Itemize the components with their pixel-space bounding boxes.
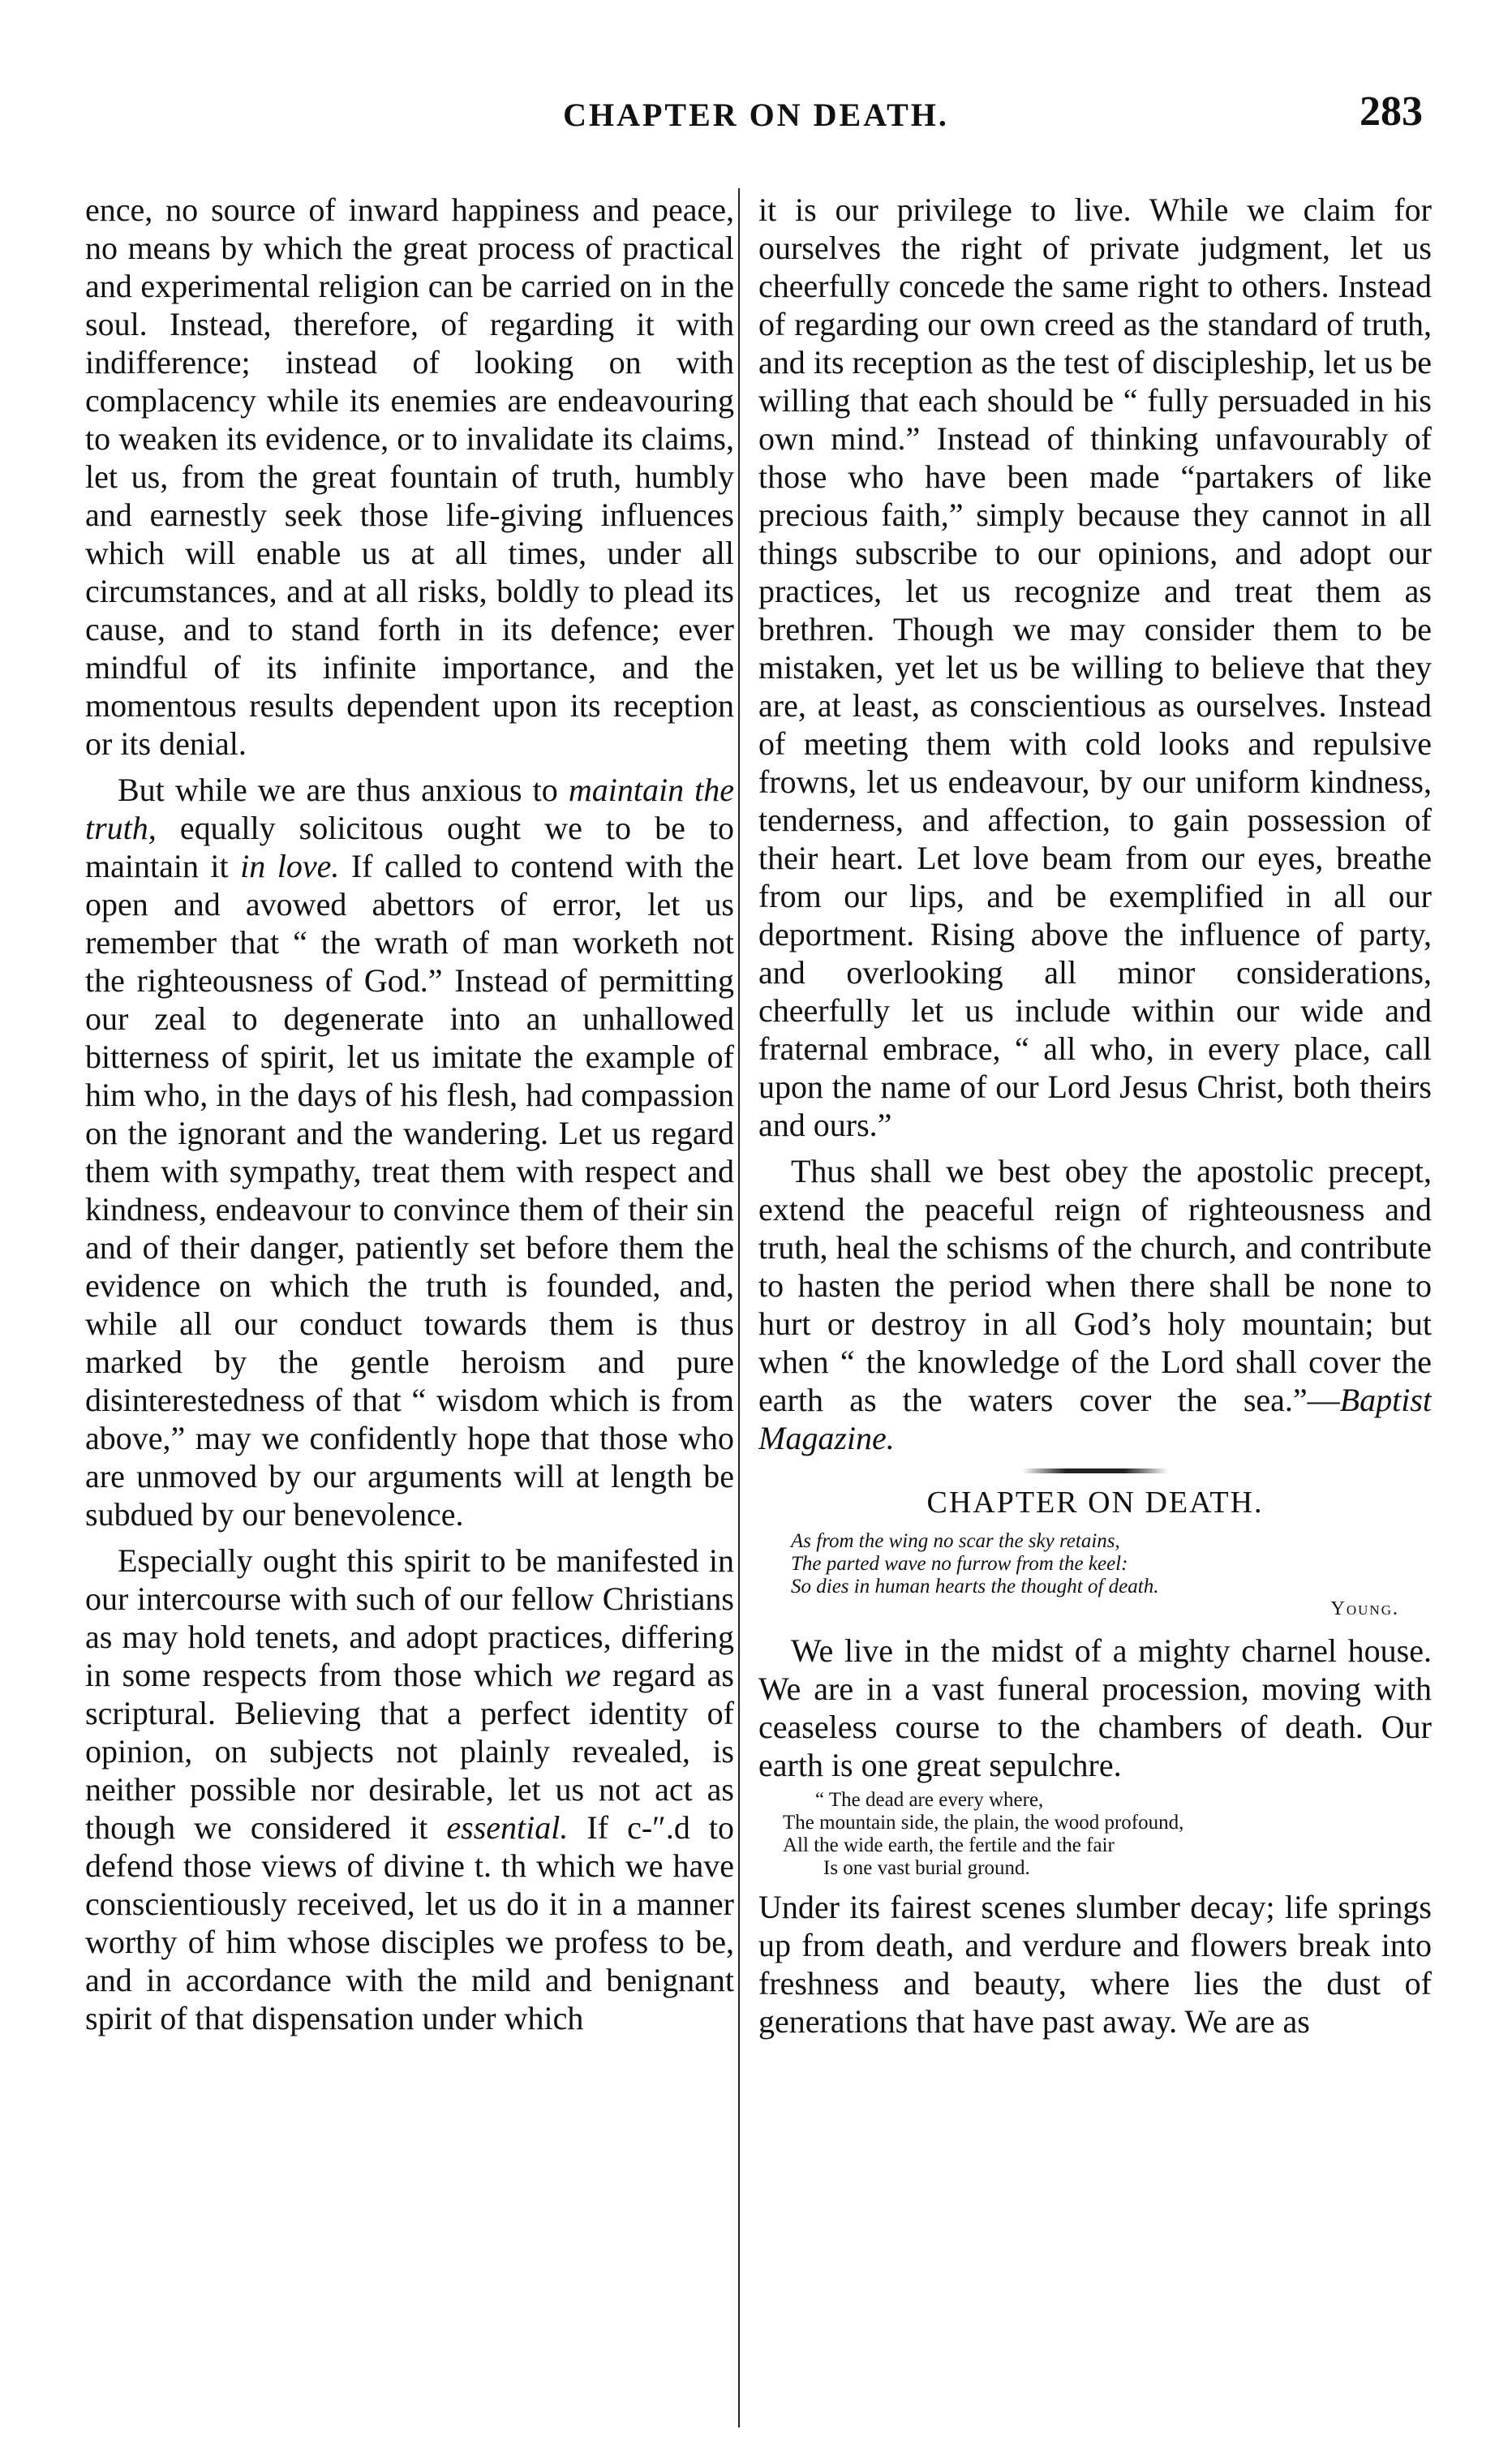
paragraph xyxy=(85,771,734,1533)
paragraph xyxy=(758,1152,1432,1457)
running-title: CHAPTER ON DEATH. xyxy=(563,97,949,133)
epigraph-author: Young. xyxy=(1330,1598,1399,1619)
column-divider xyxy=(738,188,740,2427)
paragraph xyxy=(85,1542,734,2037)
text-run: Especially ought this spirit to be manifested in our intercourse with such of our fellow Christians as may hold tenets, and adopt practices, differing in some respects from those which xyxy=(85,1542,734,1693)
italic-text: essential. xyxy=(446,1809,569,1846)
page-number: 283 xyxy=(1360,88,1423,135)
verse-line: The mountain side, the plain, the wood profound, xyxy=(783,1812,1184,1834)
epigraph-line: The parted wave no furrow from the keel: xyxy=(791,1553,1128,1575)
left-column xyxy=(85,191,734,2414)
epigraph-line: As from the wing no scar the sky retains, xyxy=(791,1530,1120,1552)
running-head xyxy=(0,88,1512,144)
epigraph-line: So dies in human hearts the thought of death. xyxy=(791,1576,1159,1597)
italic-text: maintain the truth, xyxy=(85,772,734,846)
section-divider xyxy=(1022,1468,1168,1473)
paragraph: We live in the midst of a mighty charnel house. We are in a vast funeral procession, moving with ceaseless course to the chambers of death. Our earth is one great sepulchre. xyxy=(758,1632,1432,1783)
italic-text: in love. xyxy=(240,848,340,884)
epigraph xyxy=(791,1530,1432,1598)
verse-line: Is one vast burial ground. xyxy=(823,1857,1030,1879)
text-run: If called to contend with the open and avowed abettors of error, let us remember that “ the wrath of man worketh not the righteousness of God.” Instead of permitting our zeal to degenerate into an unhallowed bitterness of spirit, let us imitate the example of him who, in the days of his flesh, had compassion on the ignorant and the wandering. Let us regard them with sympathy, treat them with respect and kindness, endeavour to convince them of their sin and of their danger, patiently set before them the evidence on which the truth is founded, and, while all our conduct towards them is thus marked by the gentle heroism and pure disinterestedness of that “ wisdom which is from above,” may we confidently hope that those who are unmoved by our arguments will at length be subdued by our benevolence. xyxy=(85,848,734,1533)
italic-text: Baptist Magazine. xyxy=(758,1382,1432,1456)
text-run: If c‐″.d to defend those views of divine t. th which we have conscientiously received, let us do it in a manner worthy of him whose disciples we profess to be, and in accordance with the mild and benignant spirit of that dispensation under which xyxy=(85,1809,734,2036)
verse-line: All the wide earth, the fertile and the fair xyxy=(783,1834,1115,1856)
paragraph: Under its fairest scenes slumber decay; life springs up from death, and verdure and flowers break into freshness and beauty, where lies the dust of generations that have past away. We are as xyxy=(758,1889,1432,2040)
paragraph: ence, no source of inward happiness and peace, no means by which the great process of practical and experimental religion can be carried on in the soul. Instead, therefore, of regarding it with indifference; instead of looking on with complacency while its enemies are endeavouring to weaken its evidence, or to invalidate its claims, let us, from the great fountain of truth, humbly and earnestly seek those life-giving influences which will enable us at all times, under all circumstances, and at all risks, boldly to plead its cause, and to stand forth in its defence; ever mindful of its infinite importance, and the momentous results dependent upon its reception or its denial. xyxy=(85,191,734,762)
text-run: Thus shall we best obey the apostolic precept, extend the peaceful reign of righteousness and truth, heal the schisms of the church, and contribute to hasten the period when there shall be none to hurt or destroy in all God’s holy mountain; but when “ the knowledge of the Lord shall cover the earth as the waters cover the sea.”— xyxy=(758,1153,1432,1418)
section-heading: CHAPTER ON DEATH. xyxy=(926,1486,1264,1520)
italic-text: we xyxy=(565,1657,601,1693)
text-run: But while we are thus anxious to xyxy=(118,772,569,808)
text-run: equally solicitous ought we to be to maintain it xyxy=(85,810,734,884)
text-run: regard as scriptural. Believing that a perfect identity of opinion, on subjects not plainly revealed, is neither possible nor desirable, let us not act as though we considered it xyxy=(85,1657,734,1846)
paragraph: it is our privilege to live. While we claim for ourselves the right of private judgment, let us cheerfully concede the same right to others. Instead of regarding our own creed as the standard of truth, and its reception as the test of discipleship, let us be willing that each should be “ fully persuaded in his own mind.” Instead of thinking unfavourably of those who have been made “partakers of like precious faith,” simply because they cannot in all things subscribe to our opinions, and adopt our practices, let us recognize and treat them as brethren. Though we may consider them to be mistaken, yet let us be willing to believe that they are, at least, as conscientious as ourselves. Instead of meeting them with cold looks and repulsive frowns, let us endeavour, by our uniform kindness, tenderness, and affection, to gain possession of their heart. Let love beam from our eyes, breathe from our lips, and be exemplified in all our deportment. Rising above the influence of party, and overlooking all minor considerations, cheerfully let us include within our wide and fraternal embrace, “ all who, in every place, call upon the name of our Lord Jesus Christ, both theirs and ours.” xyxy=(758,191,1432,1143)
verse-line: “ The dead are every where, xyxy=(815,1789,1044,1811)
right-column xyxy=(758,191,1432,2414)
verse-quote xyxy=(783,1789,1432,1880)
